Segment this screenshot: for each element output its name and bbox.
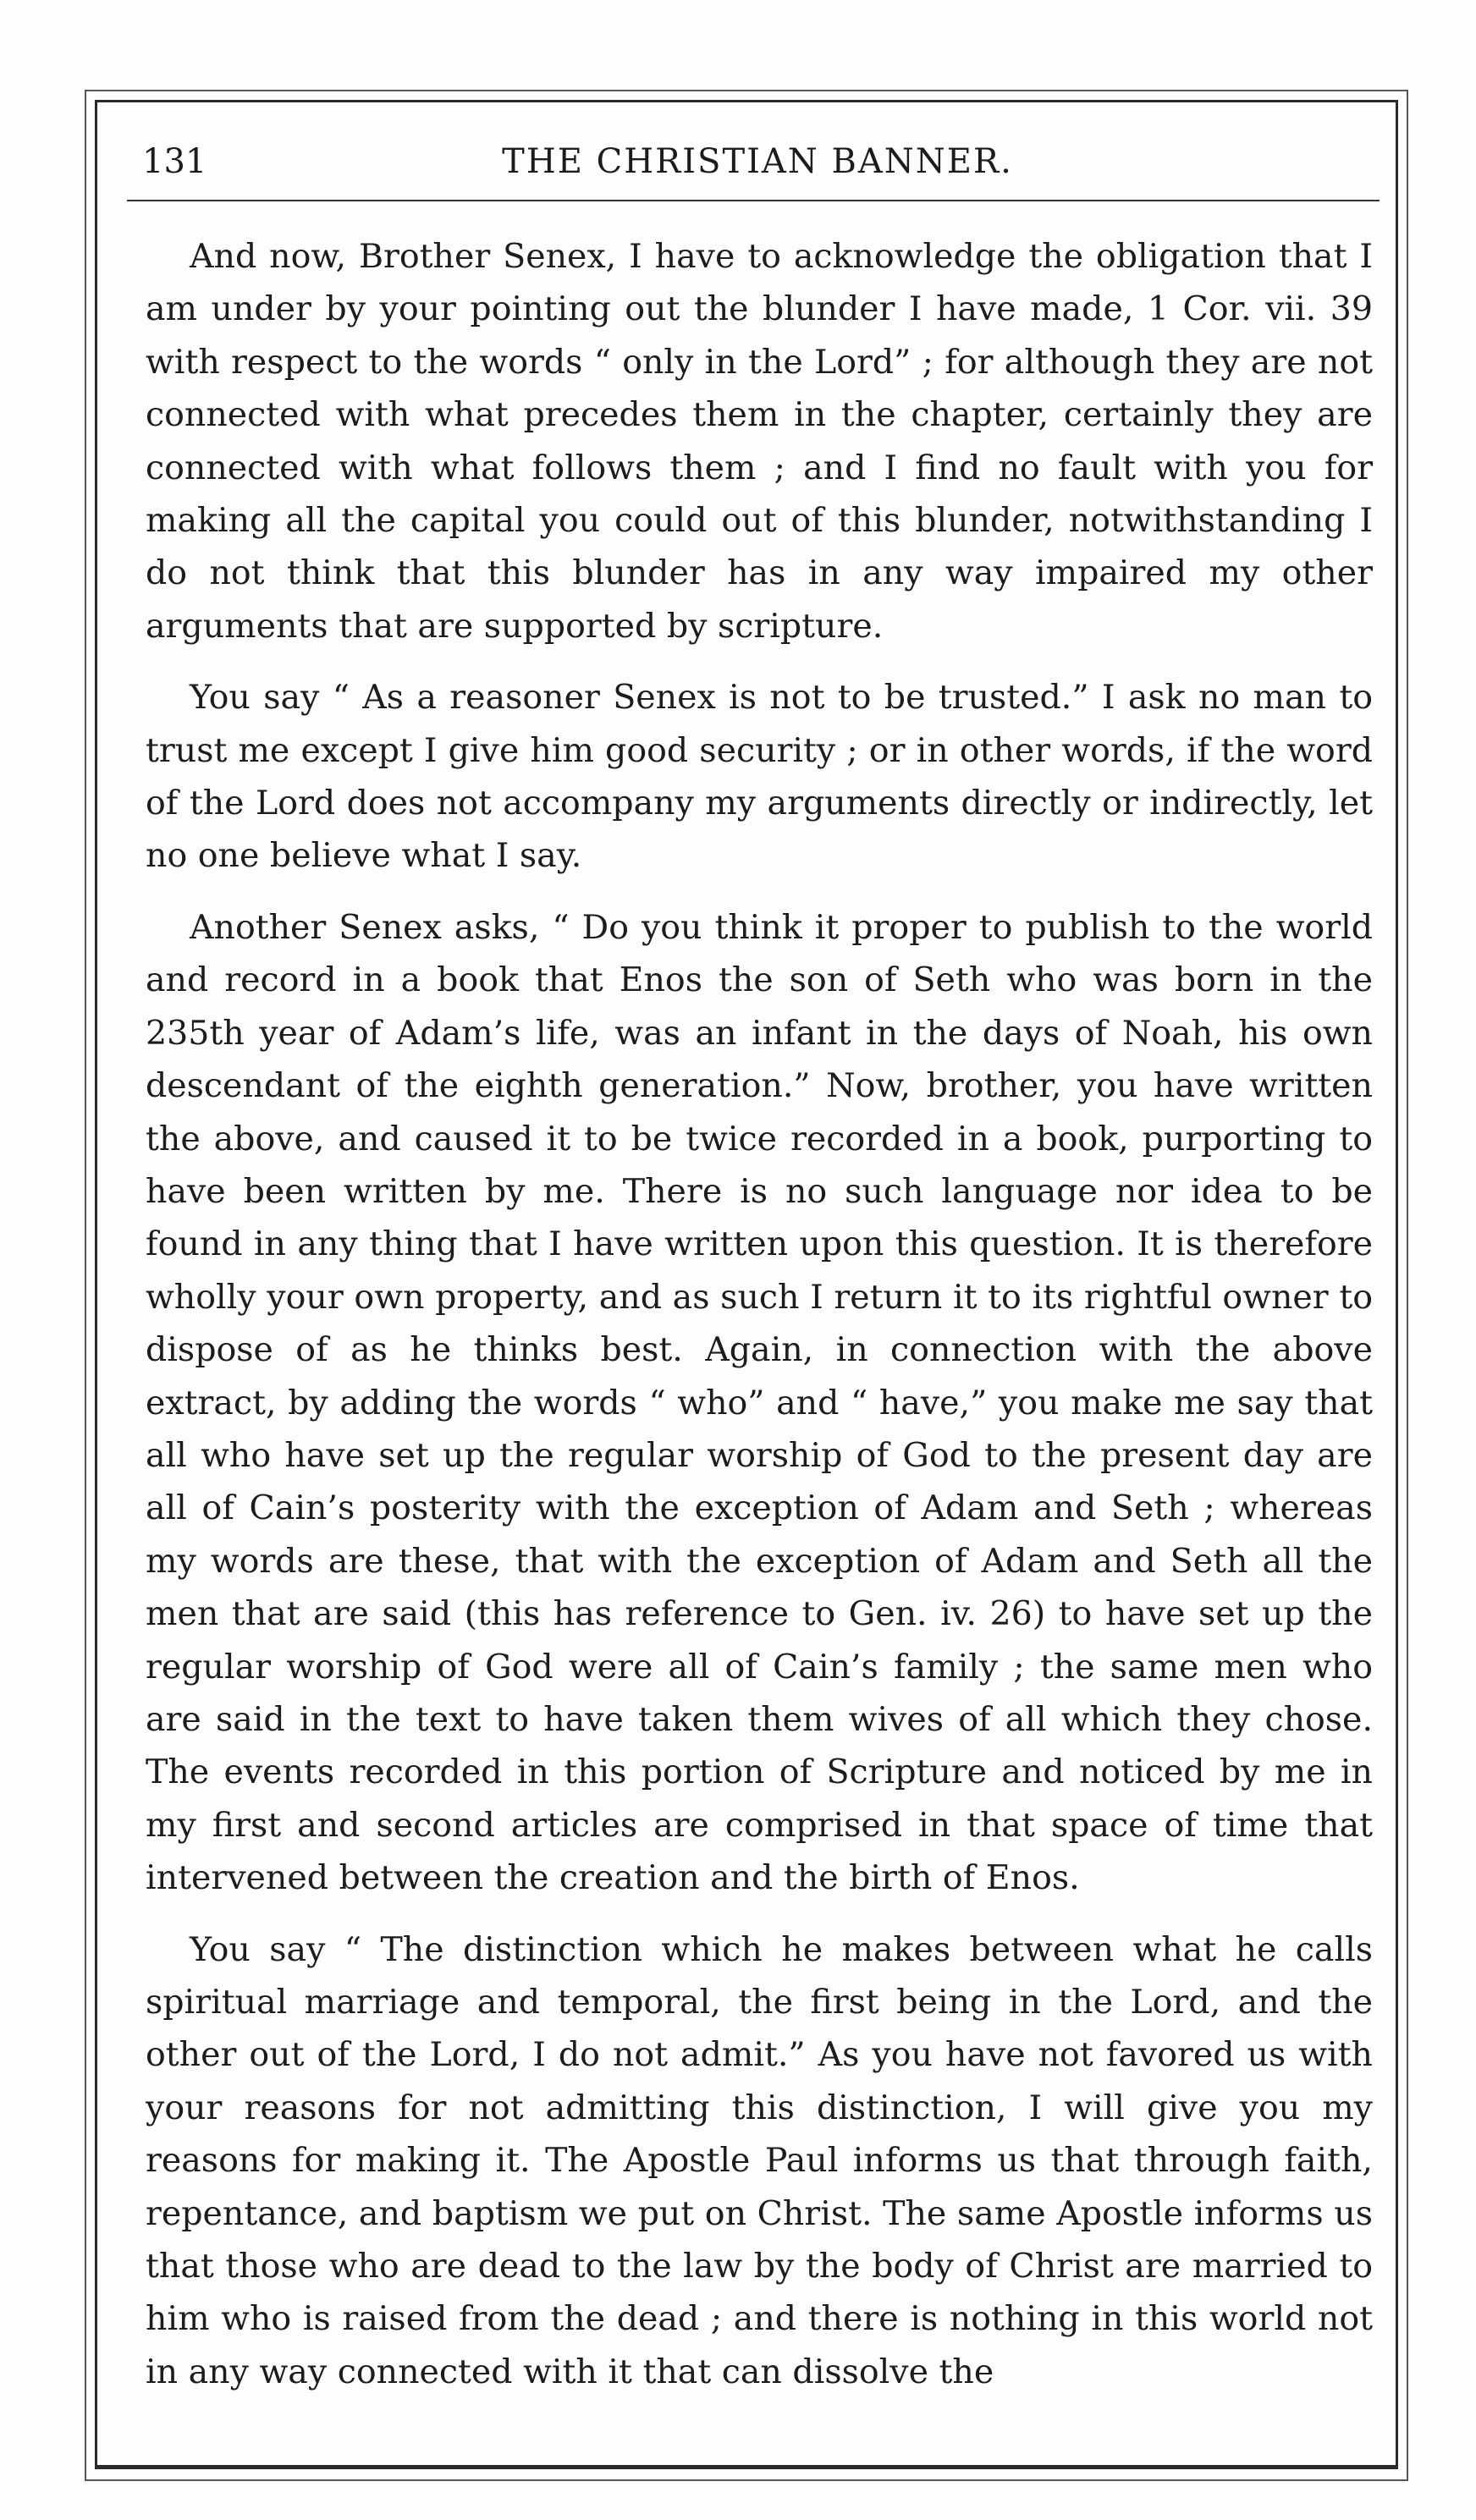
page-number: 131 [142, 142, 207, 181]
running-title: THE CHRISTIAN BANNER. [502, 142, 1013, 181]
paragraph: And now, Brother Senex, I have to acknowledge the obligation that I am under by your pointing out the blunder I have made, 1 Cor. vii. 39 with respect to the words “ only in the Lord” ; for although they are not connected with what precedes them in the chapter, certainly they are connected with what follows them ; and I find no fault with you for making all the capital you could out of this blunder, notwithstanding I do not think that this blunder has in any way impaired my other arguments that are supported by scripture. [146, 237, 1373, 646]
paragraph: Another Senex asks, “ Do you think it proper to publish to the world and record in a book that Enos the son of Seth who was born in the 235th year of Adam’s life, was an infant in the days of Noah, his own descendant of the eighth generation.” Now, brother, you have written the above, and caused it to be twice recorded in a book, purporting to have been written by me. There is no such language nor idea to be found in any thing that I have written upon this question. It is therefore wholly your own property, and as such I return it to its rightful owner to dispose of as he thinks best. Again, in connection with the above extract, by adding the words “ who” and “ have,” you make me say that all who have set up the regular worship of God to the present day are all of Cain’s posterity with the exception of Adam and Seth ; whereas my words are these, that with the exception of Adam and Seth all the men that are said (this has reference to Gen. iv. 26) to have set up the regular worship of God were all of Cain’s family ; the same men who are said in the text to have taken them wives of all which they chose. The events recorded in this portion of Scripture and noticed by me in my first and second articles are comprised in that space of time that intervened between the creation and the birth of Enos. [146, 907, 1373, 1898]
article-body [146, 230, 1373, 2417]
paragraph: You say “ The distinction which he makes between what he calls spiritual marriage and temporal, the first being in the Lord, and the other out of the Lord, I do not admit.” As you have not favored us with your reasons for not admitting this distinction, I will give you my reasons for making it. The Apostle Paul informs us that through faith, repentance, and baptism we put on Christ. The same Apostle informs us that those who are dead to the law by the body of Christ are married to him who is raised from the dead ; and there is nothing in this world not in any way connected with it that can dissolve the [146, 1929, 1373, 2391]
page-header [135, 137, 1380, 184]
paragraph: You say “ As a reasoner Senex is not to be trusted.” I ask no man to trust me except I give him good security ; or in other words, if the word of the Lord does not accompany my arguments directly or indirectly, let no one believe what I say. [146, 678, 1373, 876]
header-rule [127, 200, 1380, 201]
